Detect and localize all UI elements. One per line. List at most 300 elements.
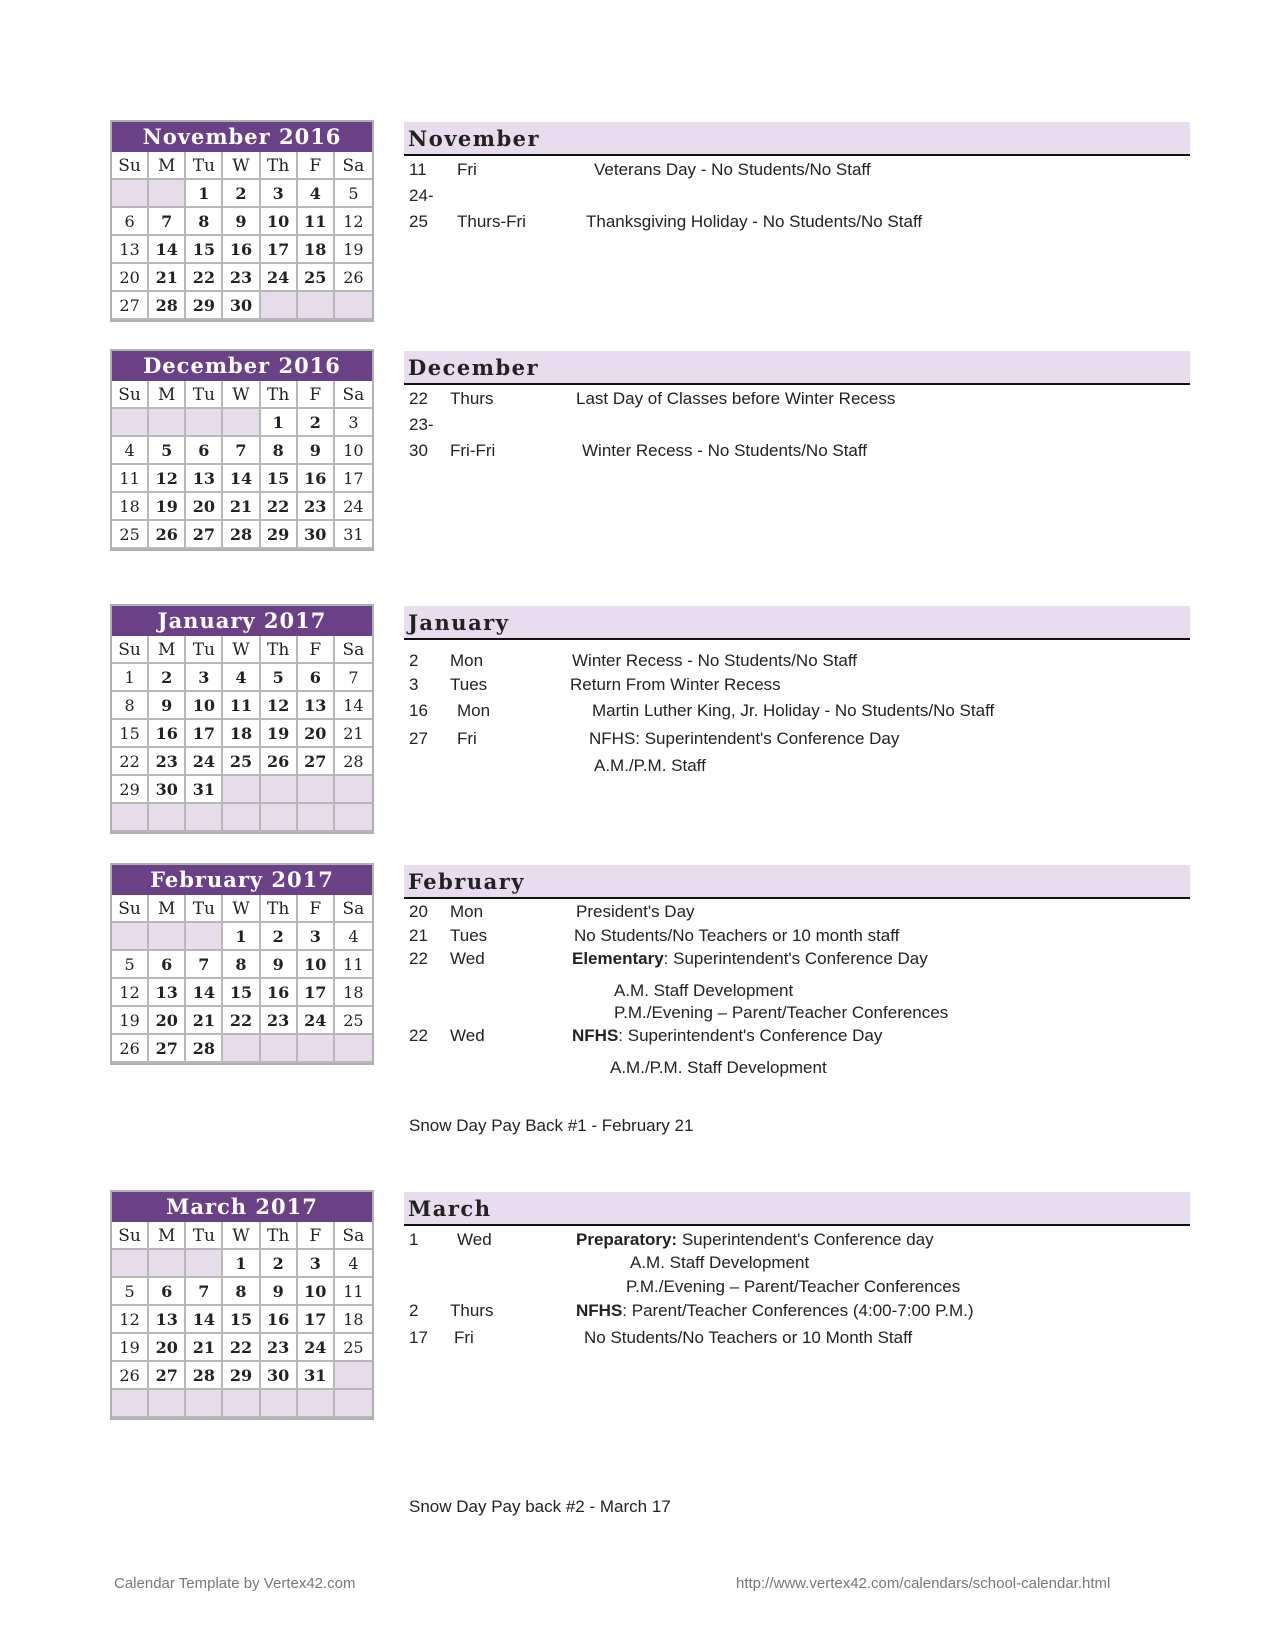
day-cell: 1 (261, 409, 298, 437)
day-header: Th (261, 636, 298, 664)
event-row (404, 1277, 1190, 1301)
day-cell: 31 (298, 1362, 335, 1390)
events-january (404, 606, 1190, 775)
day-cell: 31 (335, 521, 372, 549)
day-cell: 21 (335, 720, 372, 748)
day-cell: 12 (112, 979, 149, 1007)
calendar-december-2016 (110, 349, 374, 551)
empty-day-cell (223, 1390, 260, 1418)
day-cell: 5 (335, 180, 372, 208)
event-date: 25 (409, 212, 428, 231)
day-cell: 12 (112, 1306, 149, 1334)
day-cell: 10 (335, 437, 372, 465)
event-day: Fri (454, 1328, 474, 1347)
day-cell: 23 (261, 1334, 298, 1362)
calendar-title: March 2017 (112, 1192, 372, 1222)
events-heading: January (404, 606, 1190, 640)
day-cell: 14 (149, 236, 186, 264)
day-cell: 20 (112, 264, 149, 292)
event-label: NFHS (576, 1301, 623, 1320)
events-heading: December (404, 351, 1190, 385)
day-header: Su (112, 636, 149, 664)
event-description: Martin Luther King, Jr. Holiday - No Students/No Staff (592, 701, 995, 720)
empty-day-cell (112, 804, 149, 832)
day-cell: 14 (186, 1306, 223, 1334)
event-row (404, 212, 1190, 236)
event-row (404, 902, 1190, 926)
calendar-title: February 2017 (112, 865, 372, 895)
event-description: Winter Recess - No Students/No Staff (572, 651, 858, 670)
day-cell: 28 (149, 292, 186, 320)
calendar-title: January 2017 (112, 606, 372, 636)
day-cell: 28 (335, 748, 372, 776)
day-cell: 28 (186, 1035, 223, 1063)
event-date: 22 (409, 949, 428, 968)
day-header: Sa (335, 381, 372, 409)
event-row (404, 701, 1190, 725)
day-cell: 26 (112, 1035, 149, 1063)
event-date: 16 (409, 701, 428, 720)
event-row (404, 1253, 1190, 1277)
empty-day-cell (298, 1035, 335, 1063)
day-cell: 24 (186, 748, 223, 776)
empty-day-cell (335, 776, 372, 804)
day-cell: 21 (149, 264, 186, 292)
day-cell: 3 (261, 180, 298, 208)
day-cell: 19 (112, 1334, 149, 1362)
event-row (404, 651, 1190, 675)
empty-day-cell (186, 923, 223, 951)
event-text: : Superintendent's Conference Day (663, 949, 928, 968)
empty-day-cell (261, 776, 298, 804)
day-cell: 19 (261, 720, 298, 748)
day-cell: 31 (186, 776, 223, 804)
day-header: W (223, 381, 260, 409)
day-cell: 4 (335, 1250, 372, 1278)
day-cell: 10 (298, 951, 335, 979)
calendar-grid (112, 381, 372, 549)
empty-day-cell (149, 1250, 186, 1278)
day-cell: 24 (335, 493, 372, 521)
day-cell: 25 (223, 748, 260, 776)
day-cell: 11 (335, 1278, 372, 1306)
event-label: Preparatory: (576, 1230, 678, 1249)
event-date: 24- (409, 186, 434, 205)
day-cell: 1 (223, 923, 260, 951)
event-date: 22 (409, 389, 428, 408)
empty-day-cell (186, 804, 223, 832)
day-cell: 23 (149, 748, 186, 776)
events-heading: March (404, 1192, 1190, 1226)
day-cell: 16 (223, 236, 260, 264)
day-cell: 13 (186, 465, 223, 493)
day-cell: 8 (186, 208, 223, 236)
events-march (404, 1192, 1190, 1347)
day-cell: 19 (335, 236, 372, 264)
calendar-january-2017 (110, 604, 374, 834)
day-cell: 29 (261, 521, 298, 549)
day-header: W (223, 895, 260, 923)
day-header: Sa (335, 152, 372, 180)
day-cell: 5 (112, 1278, 149, 1306)
day-cell: 18 (335, 979, 372, 1007)
event-row (404, 1026, 1190, 1050)
event-day: Wed (450, 1026, 485, 1045)
event-description (576, 1230, 934, 1250)
event-description (576, 1301, 974, 1321)
empty-day-cell (112, 180, 149, 208)
empty-day-cell (335, 1362, 372, 1390)
day-cell: 27 (149, 1362, 186, 1390)
day-cell: 6 (186, 437, 223, 465)
day-cell: 25 (298, 264, 335, 292)
event-day: Thurs (450, 389, 494, 408)
day-cell: 28 (186, 1362, 223, 1390)
empty-day-cell (186, 409, 223, 437)
events-heading: February (404, 865, 1190, 899)
day-cell: 4 (335, 923, 372, 951)
day-header: Th (261, 1222, 298, 1250)
day-cell: 16 (261, 979, 298, 1007)
empty-day-cell (112, 1250, 149, 1278)
day-cell: 29 (186, 292, 223, 320)
day-header: Tu (186, 636, 223, 664)
event-row (404, 675, 1190, 699)
day-cell: 7 (223, 437, 260, 465)
day-cell: 13 (298, 692, 335, 720)
day-cell: 30 (223, 292, 260, 320)
day-cell: 26 (149, 521, 186, 549)
calendar-grid (112, 1222, 372, 1418)
day-header: F (298, 895, 335, 923)
day-cell: 28 (223, 521, 260, 549)
event-description: No Students/No Teachers or 10 Month Staff (584, 1328, 913, 1347)
event-text: Superintendent's Conference day (677, 1230, 934, 1249)
event-description: A.M. Staff Development (614, 981, 794, 1000)
day-cell: 11 (335, 951, 372, 979)
event-date: 23- (409, 415, 434, 434)
day-cell: 26 (112, 1362, 149, 1390)
empty-day-cell (335, 292, 372, 320)
day-cell: 17 (186, 720, 223, 748)
day-cell: 21 (223, 493, 260, 521)
footer-url[interactable]: http://www.vertex42.com/calendars/school-calendar.html (736, 1575, 1111, 1592)
day-cell: 2 (149, 664, 186, 692)
day-header: W (223, 636, 260, 664)
event-day: Mon (450, 651, 484, 670)
calendar-february-2017 (110, 863, 374, 1065)
day-header: Tu (186, 895, 223, 923)
day-cell: 7 (149, 208, 186, 236)
empty-day-cell (223, 776, 260, 804)
day-cell: 10 (261, 208, 298, 236)
day-cell: 10 (298, 1278, 335, 1306)
day-cell: 25 (335, 1007, 372, 1035)
event-description: President's Day (576, 902, 695, 921)
empty-day-cell (261, 1390, 298, 1418)
event-description: A.M./P.M. Staff Development (610, 1058, 827, 1077)
day-header: Su (112, 381, 149, 409)
day-cell: 11 (112, 465, 149, 493)
day-cell: 11 (223, 692, 260, 720)
day-cell: 5 (149, 437, 186, 465)
event-date: 27 (409, 729, 428, 748)
day-cell: 14 (223, 465, 260, 493)
day-cell: 3 (186, 664, 223, 692)
day-cell: 18 (223, 720, 260, 748)
day-cell: 7 (186, 1278, 223, 1306)
day-cell: 16 (298, 465, 335, 493)
calendar-title: November 2016 (112, 122, 372, 152)
day-cell: 3 (298, 923, 335, 951)
empty-day-cell (149, 923, 186, 951)
day-header: Th (261, 895, 298, 923)
day-cell: 17 (298, 979, 335, 1007)
day-cell: 9 (149, 692, 186, 720)
day-cell: 12 (149, 465, 186, 493)
day-header: F (298, 152, 335, 180)
day-cell: 3 (335, 409, 372, 437)
day-cell: 27 (112, 292, 149, 320)
day-header: M (149, 1222, 186, 1250)
event-row (404, 1003, 1190, 1027)
day-cell: 10 (186, 692, 223, 720)
day-header: Th (261, 152, 298, 180)
day-cell: 20 (149, 1007, 186, 1035)
day-cell: 12 (261, 692, 298, 720)
event-row (404, 441, 1190, 465)
empty-day-cell (261, 292, 298, 320)
empty-day-cell (149, 804, 186, 832)
day-cell: 9 (261, 951, 298, 979)
empty-day-cell (112, 1390, 149, 1418)
day-cell: 18 (298, 236, 335, 264)
event-date: 11 (409, 160, 427, 179)
day-cell: 15 (112, 720, 149, 748)
day-cell: 21 (186, 1007, 223, 1035)
day-cell: 2 (261, 1250, 298, 1278)
day-header: Th (261, 381, 298, 409)
empty-day-cell (261, 804, 298, 832)
event-text: : Parent/Teacher Conferences (4:00-7:00 P.M.) (622, 1301, 974, 1320)
day-header: M (149, 636, 186, 664)
event-description: Return From Winter Recess (570, 675, 781, 694)
day-cell: 13 (149, 1306, 186, 1334)
day-cell: 5 (112, 951, 149, 979)
event-description: P.M./Evening – Parent/Teacher Conferences (614, 1003, 949, 1022)
empty-day-cell (298, 776, 335, 804)
day-cell: 4 (112, 437, 149, 465)
day-cell: 17 (261, 236, 298, 264)
calendar-november-2016 (110, 120, 374, 322)
day-cell: 15 (261, 465, 298, 493)
day-cell: 3 (298, 1250, 335, 1278)
event-date: 20 (409, 902, 428, 921)
day-cell: 4 (298, 180, 335, 208)
day-cell: 15 (223, 1306, 260, 1334)
day-cell: 8 (261, 437, 298, 465)
event-description: Veterans Day - No Students/No Staff (594, 160, 871, 179)
day-cell: 13 (149, 979, 186, 1007)
day-cell: 24 (298, 1007, 335, 1035)
day-cell: 15 (223, 979, 260, 1007)
day-header: Tu (186, 1222, 223, 1250)
day-header: Tu (186, 152, 223, 180)
empty-day-cell (223, 804, 260, 832)
event-row (404, 1301, 1190, 1325)
day-cell: 26 (261, 748, 298, 776)
empty-day-cell (186, 1250, 223, 1278)
snow-day-note-1: Snow Day Pay Back #1 - February 21 (409, 1116, 694, 1135)
event-label: Elementary (572, 949, 664, 968)
day-cell: 24 (261, 264, 298, 292)
empty-day-cell (149, 1390, 186, 1418)
snow-day-note-2: Snow Day Pay back #2 - March 17 (409, 1497, 671, 1516)
event-description: Winter Recess - No Students/No Staff (582, 441, 868, 460)
event-day: Mon (457, 701, 491, 720)
day-cell: 18 (112, 493, 149, 521)
day-cell: 25 (335, 1334, 372, 1362)
day-cell: 23 (223, 264, 260, 292)
day-cell: 18 (335, 1306, 372, 1334)
event-row (404, 1328, 1190, 1352)
day-cell: 13 (112, 236, 149, 264)
event-date: 22 (409, 1026, 428, 1045)
day-cell: 14 (186, 979, 223, 1007)
event-date: 17 (409, 1328, 428, 1347)
day-cell: 7 (335, 664, 372, 692)
day-cell: 1 (186, 180, 223, 208)
event-date: 2 (409, 651, 419, 670)
day-header: M (149, 381, 186, 409)
day-cell: 17 (335, 465, 372, 493)
day-cell: 17 (298, 1306, 335, 1334)
event-day: Tues (450, 926, 488, 945)
event-day: Fri-Fri (450, 441, 496, 460)
event-row (404, 160, 1190, 184)
empty-day-cell (186, 1390, 223, 1418)
event-row (404, 926, 1190, 950)
event-date: 1 (409, 1230, 419, 1249)
day-cell: 19 (112, 1007, 149, 1035)
event-row (404, 415, 1190, 439)
day-header: W (223, 1222, 260, 1250)
event-day: Thurs-Fri (457, 212, 526, 231)
event-description: No Students/No Teachers or 10 month staff (574, 926, 900, 945)
day-header: F (298, 381, 335, 409)
event-description: A.M./P.M. Staff (594, 756, 706, 775)
event-date: 2 (409, 1301, 419, 1320)
event-row (404, 729, 1190, 753)
day-cell: 9 (261, 1278, 298, 1306)
empty-day-cell (298, 804, 335, 832)
day-header: Sa (335, 636, 372, 664)
day-cell: 20 (298, 720, 335, 748)
empty-day-cell (298, 292, 335, 320)
event-description (572, 1026, 882, 1046)
event-description: Last Day of Classes before Winter Recess (576, 389, 896, 408)
day-cell: 26 (335, 264, 372, 292)
event-description: NFHS: Superintendent's Conference Day (589, 729, 900, 748)
empty-day-cell (261, 1035, 298, 1063)
day-cell: 6 (112, 208, 149, 236)
day-cell: 20 (186, 493, 223, 521)
day-cell: 22 (261, 493, 298, 521)
empty-day-cell (298, 1390, 335, 1418)
day-cell: 12 (335, 208, 372, 236)
day-cell: 19 (149, 493, 186, 521)
day-cell: 6 (149, 1278, 186, 1306)
day-cell: 6 (298, 664, 335, 692)
day-cell: 6 (149, 951, 186, 979)
day-header: Su (112, 1222, 149, 1250)
events-december (404, 351, 1190, 460)
event-day: Fri (457, 729, 477, 748)
day-cell: 23 (298, 493, 335, 521)
empty-day-cell (223, 1035, 260, 1063)
day-cell: 15 (186, 236, 223, 264)
calendar-grid (112, 636, 372, 832)
day-cell: 29 (112, 776, 149, 804)
day-cell: 20 (149, 1334, 186, 1362)
day-cell: 16 (261, 1306, 298, 1334)
day-cell: 27 (186, 521, 223, 549)
day-cell: 22 (223, 1334, 260, 1362)
calendar-title: December 2016 (112, 351, 372, 381)
event-label: NFHS (572, 1026, 619, 1045)
empty-day-cell (223, 409, 260, 437)
event-day: Wed (450, 949, 485, 968)
day-cell: 16 (149, 720, 186, 748)
empty-day-cell (112, 923, 149, 951)
day-header: Su (112, 152, 149, 180)
event-text: : Superintendent's Conference Day (618, 1026, 883, 1045)
empty-day-cell (149, 409, 186, 437)
day-cell: 30 (149, 776, 186, 804)
events-november (404, 122, 1190, 231)
event-day: Thurs (450, 1301, 494, 1320)
events-heading: November (404, 122, 1190, 156)
event-description: P.M./Evening – Parent/Teacher Conferences (626, 1277, 961, 1296)
day-cell: 14 (335, 692, 372, 720)
day-cell: 29 (223, 1362, 260, 1390)
empty-day-cell (335, 1390, 372, 1418)
day-cell: 21 (186, 1334, 223, 1362)
day-cell: 1 (112, 664, 149, 692)
calendar-grid (112, 895, 372, 1063)
day-cell: 22 (112, 748, 149, 776)
event-date: 3 (409, 675, 419, 694)
calendar-grid (112, 152, 372, 320)
day-cell: 25 (112, 521, 149, 549)
day-cell: 8 (223, 951, 260, 979)
day-header: Tu (186, 381, 223, 409)
day-header: Su (112, 895, 149, 923)
event-description (572, 949, 928, 969)
day-header: M (149, 895, 186, 923)
day-cell: 27 (149, 1035, 186, 1063)
day-header: Sa (335, 1222, 372, 1250)
day-cell: 4 (223, 664, 260, 692)
event-date: 21 (409, 926, 428, 945)
empty-day-cell (149, 180, 186, 208)
day-cell: 27 (298, 748, 335, 776)
day-cell: 30 (298, 521, 335, 549)
empty-day-cell (335, 1035, 372, 1063)
day-cell: 8 (112, 692, 149, 720)
day-cell: 30 (261, 1362, 298, 1390)
day-cell: 22 (186, 264, 223, 292)
